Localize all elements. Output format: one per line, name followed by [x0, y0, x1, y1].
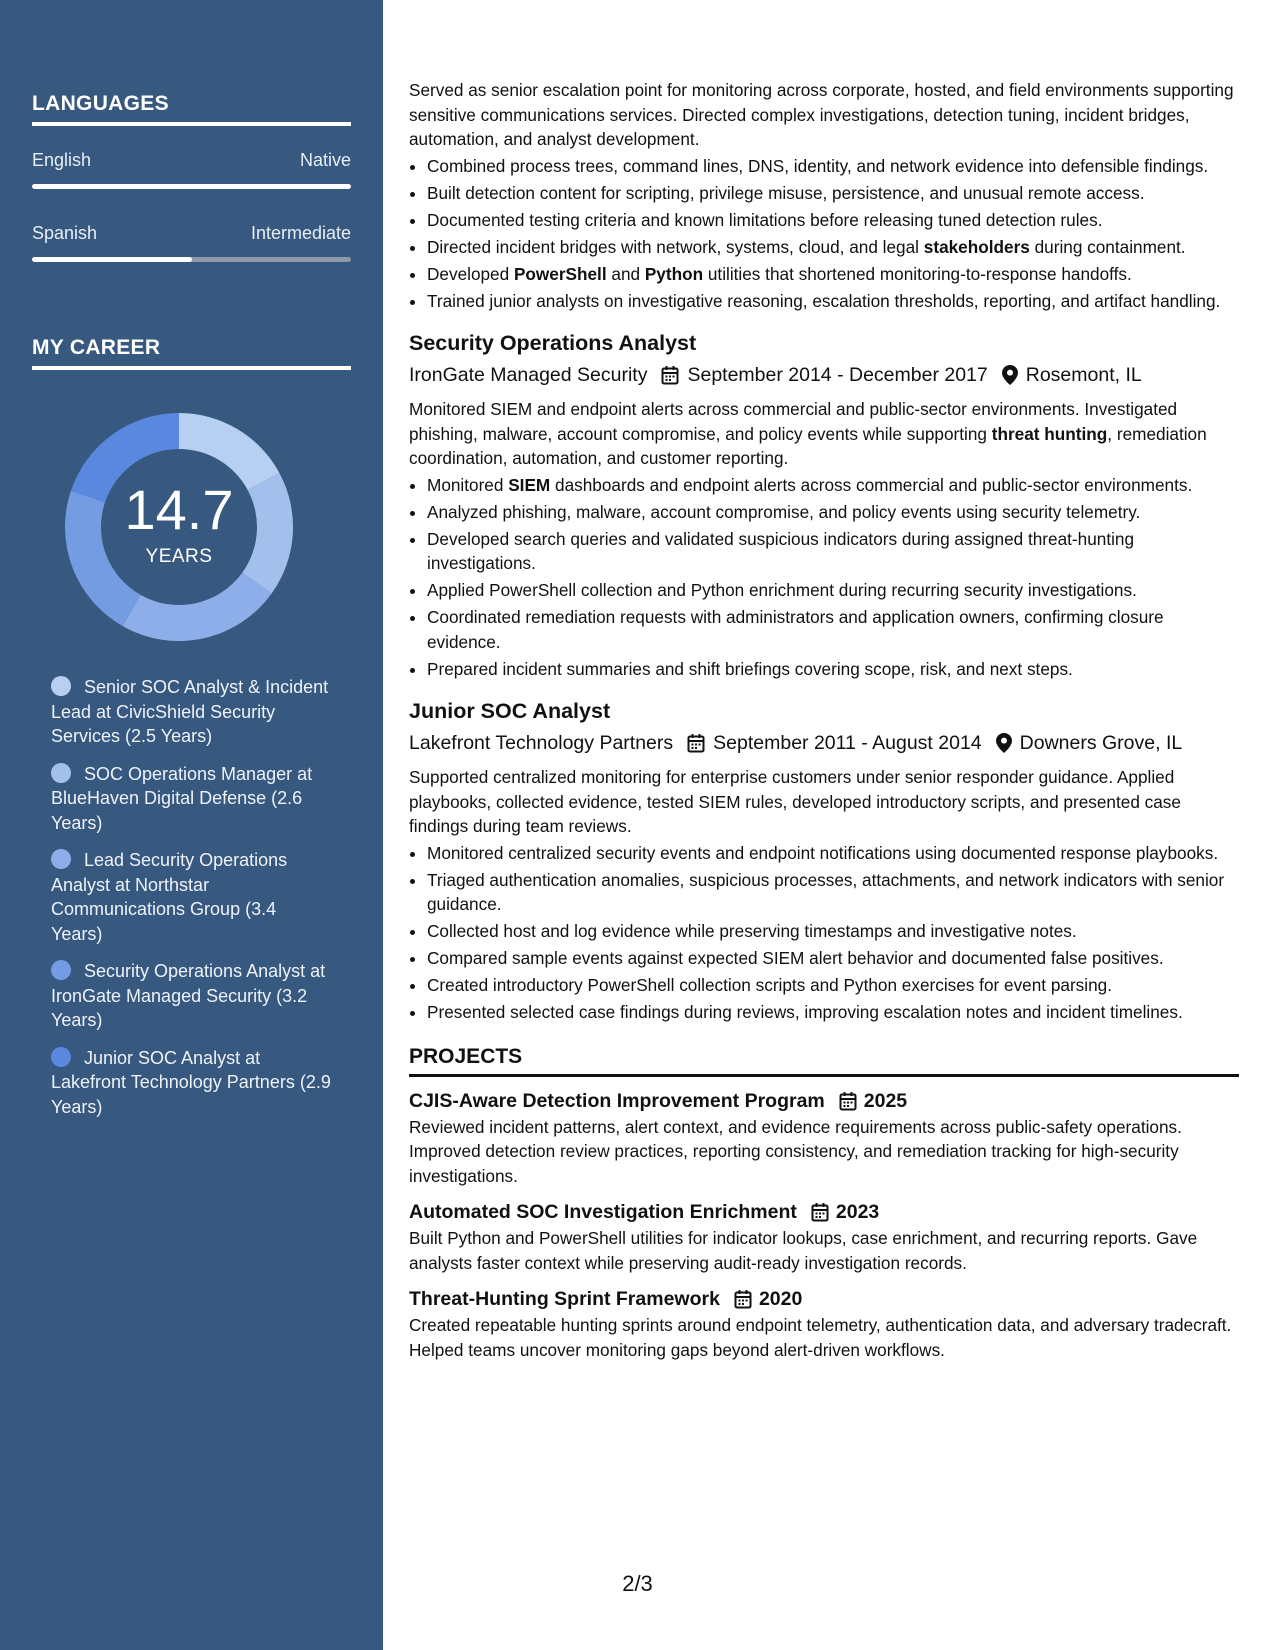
- career-legend-item: [51, 675, 331, 749]
- bullet-item: • Triaged authentication anomalies, suspicious processes, attachments, and network indicators with senior guidance.: [427, 868, 1239, 917]
- legend-dot-icon: [51, 676, 71, 696]
- calendar-icon: [839, 1091, 857, 1111]
- bullet-item: • Compared sample events against expected SIEM alert behavior and documented false positives.: [427, 946, 1239, 971]
- language-name: English: [32, 150, 92, 170]
- language-proficiency-fill: [32, 257, 192, 262]
- job-title: Junior SOC Analyst: [409, 699, 611, 723]
- bullet-item: • Built detection content for scripting, privilege misuse, persistence, and unusual remote access.: [427, 181, 1239, 206]
- career-legend-text: Senior SOC Analyst & Incident Lead at CivicShield Security Services (2.5 Years): [51, 677, 329, 746]
- job-summary: Monitored SIEM and endpoint alerts across commercial and public-sector environments. Investigated phishing, malware, account compromise, and policy events while supporting threat hunting, remediation coordination, automation, and customer reporting.: [409, 399, 1207, 468]
- project-year: 2023: [835, 1201, 880, 1223]
- location-pin-icon: [1002, 365, 1018, 385]
- job-meta: [409, 729, 1239, 757]
- career-legend-item: [51, 959, 331, 1033]
- main-content: [409, 78, 1239, 1362]
- project-title: CJIS-Aware Detection Improvement Program: [409, 1089, 825, 1112]
- job-location: Downers Grove, IL: [1019, 732, 1183, 754]
- job-summary: Supported centralized monitoring for enterprise customers under senior responder guidance. Applied playbooks, collected evidence, tested SIEM rules, developed introductory scripts, and presented case findings during team reviews.: [409, 767, 1181, 836]
- bullet-item: • Developed search queries and validated suspicious indicators during assigned threat-hunting investigations.: [427, 527, 1239, 576]
- career-legend-text: Security Operations Analyst at IronGate Managed Security (3.2 Years): [51, 961, 326, 1030]
- legend-dot-icon: [51, 849, 71, 869]
- legend-dot-icon: [51, 1047, 71, 1067]
- bullet-item: • Trained junior analysts on investigative reasoning, escalation thresholds, reporting, and artifact handling.: [427, 289, 1239, 314]
- language-list: [32, 150, 351, 262]
- bullet-item: • Monitored SIEM dashboards and endpoint alerts across commercial and public-sector environments.: [427, 473, 1239, 498]
- language-proficiency-bar: [32, 184, 351, 189]
- calendar-icon: [687, 733, 705, 753]
- project-title-row: [409, 1087, 1239, 1115]
- languages-section: [32, 92, 351, 262]
- language-level: Intermediate: [250, 223, 351, 243]
- project-year: 2025: [863, 1089, 908, 1112]
- intro-summary: Served as senior escalation point for monitoring across corporate, hosted, and field environments supporting sensitive communications services. Directed complex investigations, detection tuning, incident bridges, automation, and analyst development.: [409, 80, 1234, 149]
- page-number: 2/3: [622, 1571, 653, 1596]
- job-meta: [409, 361, 1239, 389]
- total-years: 14.7: [124, 478, 234, 541]
- language-proficiency-fill: [32, 184, 351, 189]
- project-list: [409, 1087, 1239, 1363]
- bullet-item: • Developed PowerShell and Python utilities that shortened monitoring-to-response handoffs.: [427, 262, 1239, 287]
- bullet-item: • Monitored centralized security events and endpoint notifications using documented response playbooks.: [427, 841, 1239, 866]
- location-pin-icon: [996, 733, 1012, 753]
- career-legend-text: Lead Security Operations Analyst at Northstar Communications Group (3.4 Years): [51, 850, 288, 944]
- projects-heading: PROJECTS: [409, 1045, 1239, 1077]
- company-name: Lakefront Technology Partners: [409, 732, 674, 754]
- project-title: Automated SOC Investigation Enrichment: [409, 1201, 797, 1223]
- project-description: Created repeatable hunting sprints around endpoint telemetry, authentication data, and adversary tradecraft. Helped teams uncover monitoring gaps beyond alert-driven workflows.: [409, 1315, 1232, 1360]
- career-legend-text: Junior SOC Analyst at Lakefront Technology Partners (2.9 Years): [51, 1047, 331, 1117]
- job-dates: September 2014 - December 2017: [687, 364, 988, 386]
- language-level: Native: [299, 150, 351, 170]
- career-legend-text: SOC Operations Manager at BlueHaven Digital Defense (2.6 Years): [51, 763, 313, 833]
- project-title-row: [409, 1198, 1239, 1226]
- calendar-icon: [661, 365, 679, 385]
- job-location: Rosemont, IL: [1025, 364, 1142, 386]
- career-donut-chart: [65, 413, 293, 641]
- job-title: Security Operations Analyst: [409, 331, 697, 355]
- years-label: YEARS: [145, 546, 213, 567]
- bullet-item: • Prepared incident summaries and shift briefings covering scope, risk, and next steps.: [427, 657, 1239, 682]
- legend-dot-icon: [51, 960, 71, 980]
- bullet-item: • Presented selected case findings during reviews, improving escalation notes and incident timelines.: [427, 1000, 1239, 1025]
- language-proficiency-bar: [32, 257, 351, 262]
- career-legend-item: [51, 848, 331, 946]
- calendar-icon: [811, 1202, 829, 1222]
- bullet-item: • Collected host and log evidence while preserving timestamps and investigative notes.: [427, 919, 1239, 944]
- bullet-item: • Created introductory PowerShell collection scripts and Python exercises for event parsing.: [427, 973, 1239, 998]
- career-legend-item: [51, 1046, 331, 1120]
- bullet-item: • Applied PowerShell collection and Python enrichment during recurring security investigations.: [427, 578, 1239, 603]
- project-title: Threat-Hunting Sprint Framework: [409, 1288, 720, 1310]
- career-legend: [51, 675, 331, 1132]
- job-bullets: [409, 473, 1239, 682]
- job-dates: September 2011 - August 2014: [713, 732, 982, 754]
- job-list: [409, 329, 1239, 1025]
- career-legend-item: [51, 762, 331, 836]
- job-entry: [409, 329, 1239, 681]
- calendar-icon: [734, 1289, 752, 1309]
- sidebar: [0, 0, 383, 1650]
- bullet-item: • Coordinated remediation requests with administrators and application owners, confirming closure evidence.: [427, 605, 1239, 654]
- job-entry: [409, 697, 1239, 1025]
- project-description: Reviewed incident patterns, alert context, and evidence requirements across public-safety operations. Improved detection review practices, reporting consistency, and remediation tracking for high-security investigations.: [409, 1116, 1182, 1186]
- career-section: [32, 336, 351, 370]
- languages-heading: LANGUAGES: [32, 92, 351, 126]
- bullet-item: • Combined process trees, command lines, DNS, identity, and network evidence into defensible findings.: [427, 154, 1239, 179]
- intro-bullet-list: [409, 154, 1239, 314]
- legend-dot-icon: [51, 763, 71, 783]
- language-row: [32, 150, 351, 171]
- company-name: IronGate Managed Security: [409, 364, 648, 386]
- bullet-item: • Documented testing criteria and known limitations before releasing tuned detection rules.: [427, 208, 1239, 233]
- project-description: Built Python and PowerShell utilities for indicator lookups, case enrichment, and recurring reports. Gave analysts faster context while preserving audit-ready investigation records.: [409, 1228, 1198, 1273]
- donut-center: [65, 413, 293, 641]
- project-title-row: [409, 1285, 1239, 1313]
- bullet-item: • Directed incident bridges with network, systems, cloud, and legal stakeholders during containment.: [427, 235, 1239, 260]
- language-name: Spanish: [32, 223, 98, 243]
- job-bullets: [409, 841, 1239, 1025]
- language-row: [32, 223, 351, 244]
- project-year: 2020: [758, 1288, 803, 1310]
- career-heading: MY CAREER: [32, 336, 351, 370]
- bullet-item: • Analyzed phishing, malware, account compromise, and policy events using security telemetry.: [427, 500, 1239, 525]
